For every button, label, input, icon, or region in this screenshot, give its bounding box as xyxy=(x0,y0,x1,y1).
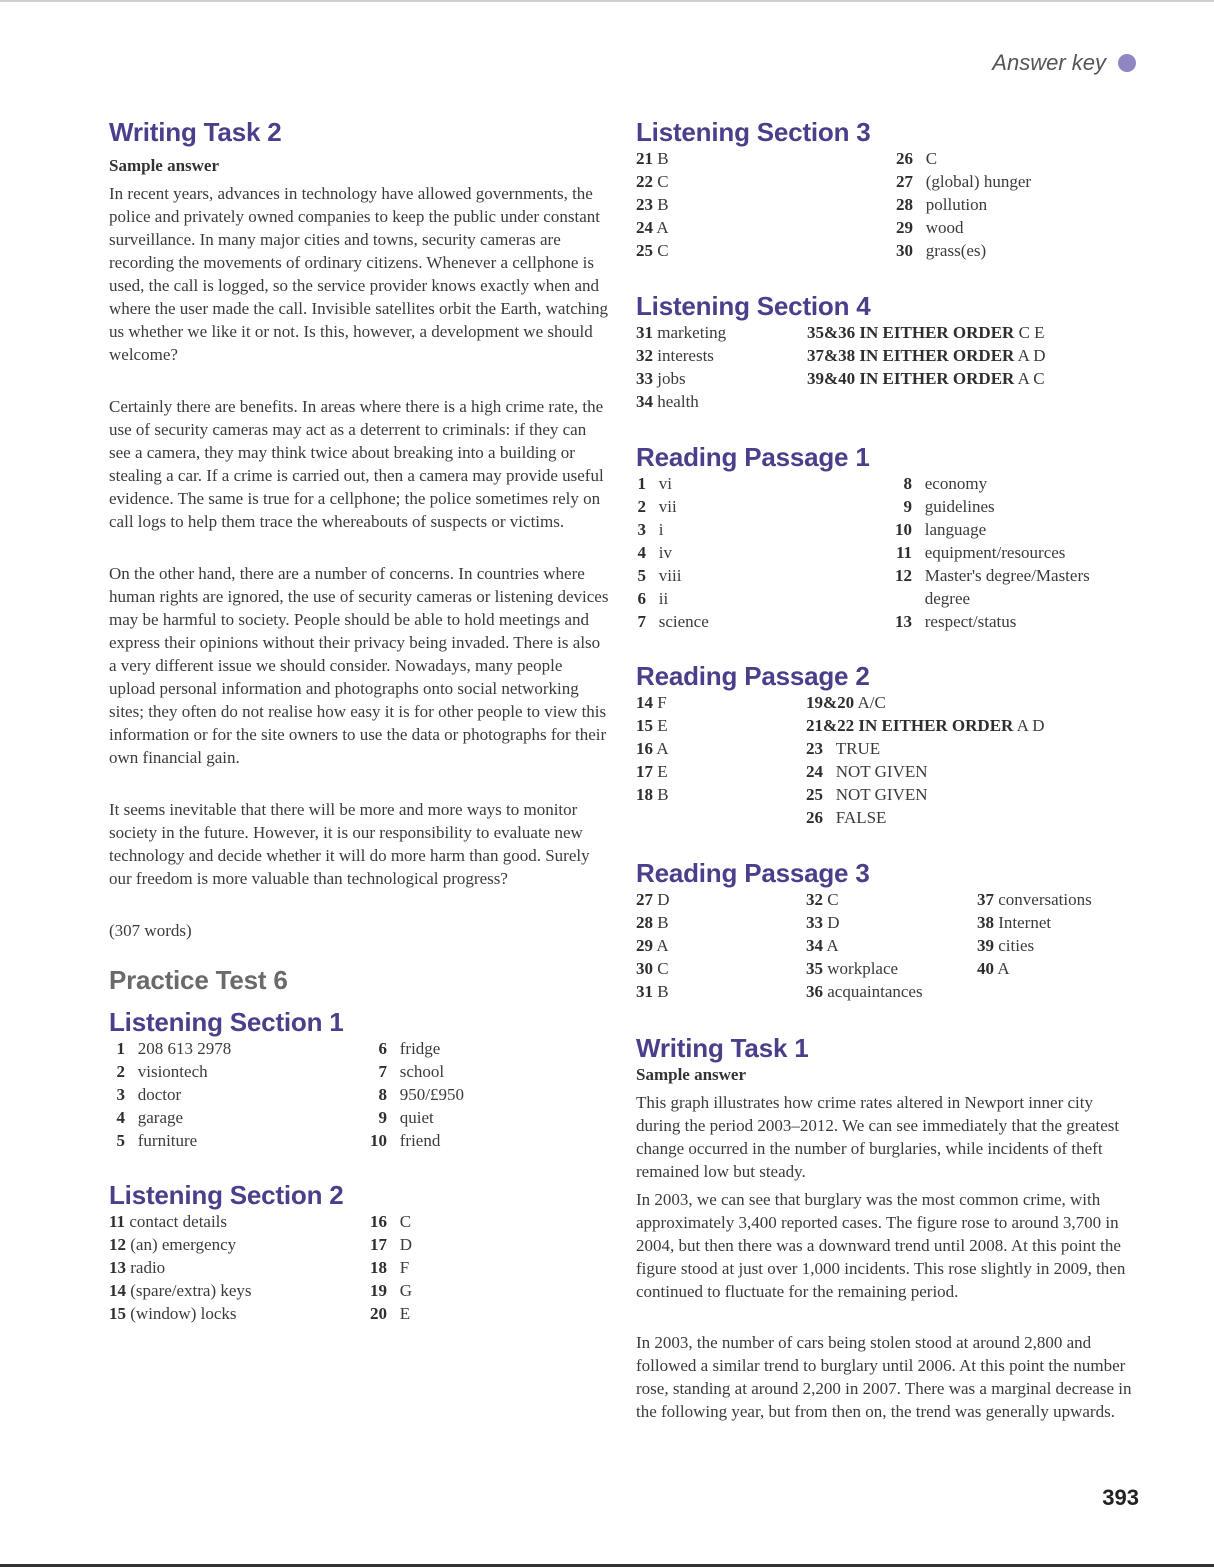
answer-row: 30 grass(es) xyxy=(896,241,987,260)
reading-1-col1 xyxy=(636,472,709,633)
listening-1-title: Listening Section 1 xyxy=(109,1007,344,1037)
writing-task-1-title: Writing Task 1 xyxy=(636,1033,809,1063)
answer-row: 25 NOT GIVEN xyxy=(806,785,928,804)
answer-row: 24 NOT GIVEN xyxy=(806,762,928,781)
reading-3-title: Reading Passage 3 xyxy=(636,858,870,888)
answer-row: 34 health xyxy=(636,392,699,411)
circle-bullet-icon xyxy=(1118,54,1136,72)
answer-row: 22 C xyxy=(636,172,669,191)
listening-2-title: Listening Section 2 xyxy=(109,1180,344,1210)
answer-row: 35 workplace xyxy=(806,959,899,978)
answer-row: 7 science xyxy=(637,612,709,631)
answer-row: 33 D xyxy=(806,913,840,932)
answer-row: 19 G xyxy=(370,1281,413,1300)
answer-row: 9 quiet xyxy=(378,1108,434,1127)
writing-task-2-subtitle: Sample answer xyxy=(109,156,220,175)
answer-row: 32 interests xyxy=(636,346,714,365)
answer-row: 38 Internet xyxy=(977,913,1052,932)
wt1-paragraph-1: This graph illustrates how crime rates altered in Newport inner city during the period 2003–2012. We can see immediately that the greatest change occurred in the number of burglaries, while incidents of theft remained low but steady. xyxy=(636,1093,1120,1181)
reading-2-col1 xyxy=(636,691,669,806)
writing-task-2-title: Writing Task 2 xyxy=(109,117,282,147)
running-head-label: Answer key xyxy=(992,50,1106,75)
practice-test-title: Practice Test 6 xyxy=(109,965,288,995)
reading-1-col2 xyxy=(892,472,1090,633)
answer-row: 23 B xyxy=(636,195,669,214)
answer-row: 1 208 613 2978 xyxy=(116,1039,232,1058)
answer-row: 5 furniture xyxy=(116,1131,198,1150)
answer-row: 28 B xyxy=(636,913,669,932)
answer-row: 3 doctor xyxy=(116,1085,182,1104)
answer-row: 37 conversations xyxy=(977,890,1092,909)
answer-row: 3 i xyxy=(637,520,664,539)
answer-row: 8 950/£950 xyxy=(378,1085,464,1104)
listening-3-col2 xyxy=(893,147,1031,262)
running-head xyxy=(992,50,1136,76)
answer-row: 12 Master's degree/Masters xyxy=(895,566,1090,585)
wt2-paragraph-2: Certainly there are benefits. In areas where there is a high crime rate, the use of security cameras may act as a deterrent to criminals: if they can see a camera, they may think twice about breaking into a building or stealing a car. If a crime is carried out, then a camera may provide useful evidence. The same is true for a cellphone; the police sometimes rely on call logs to help them trace the whereabouts of suspects or victims. xyxy=(109,397,604,531)
answer-row: 29 A xyxy=(636,936,669,955)
answer-row: 7 school xyxy=(378,1062,445,1081)
answer-row: 6 ii xyxy=(637,589,669,608)
wt2-word-count: (307 words) xyxy=(109,921,192,940)
answer-row: 19&20 A/C xyxy=(806,693,886,712)
top-rule xyxy=(0,0,1214,2)
wt1-paragraph-2: In 2003, we can see that burglary was the most common crime, with approximately 3,400 reported cases. The figure rose to around 3,700 in 2004, but then there was a downward trend until 2008. At this point the figure stood at just over 1,000 incidents. This rose slightly in 2009, then continued to fluctuate for the remaining period. xyxy=(636,1190,1126,1301)
answer-row: 27 D xyxy=(636,890,670,909)
listening-4-col2 xyxy=(807,321,1046,390)
answer-row: 18 F xyxy=(370,1258,410,1277)
writing-task-1-subtitle: Sample answer xyxy=(636,1065,747,1084)
answer-row: 28 pollution xyxy=(896,195,988,214)
answer-row: 33 jobs xyxy=(636,369,686,388)
answer-row: 15 E xyxy=(636,716,668,735)
answer-row: 15 (window) locks xyxy=(109,1304,237,1323)
answer-row: 9 guidelines xyxy=(903,497,995,516)
answer-row: 18 B xyxy=(636,785,669,804)
listening-4-col1 xyxy=(636,321,726,413)
answer-row: 31 marketing xyxy=(636,323,727,342)
answer-row: 26 C xyxy=(896,149,938,168)
answer-row: 11 contact details xyxy=(109,1212,228,1231)
wt2-paragraph-1: In recent years, advances in technology have allowed governments, the police and privately owned companies to keep the public under constant surveillance. In many major cities and towns, security cameras are recording the movements of ordinary citizens. Whenever a cellphone is used, the call is logged, so the service provider knows exactly when and where the user made the call. Invisible satellites orbit the Earth, watching us whether we like it or not. Is this, however, a development we should welcome? xyxy=(109,184,608,364)
answer-row: 39&40 IN EITHER ORDER A C xyxy=(807,369,1045,388)
answer-row: degree xyxy=(924,589,971,608)
wt2-paragraph-4: It seems inevitable that there will be more and more ways to monitor society in the future. However, it is our responsibility to evaluate new technology and decide whether it will do more harm than good. Surely our freedom is more valuable than technological progress? xyxy=(109,800,590,888)
answer-row: 25 C xyxy=(636,241,669,260)
answer-row: 23 TRUE xyxy=(806,739,881,758)
reading-1-title: Reading Passage 1 xyxy=(636,442,870,472)
answer-row: 40 A xyxy=(977,959,1010,978)
answer-row: 8 economy xyxy=(903,474,988,493)
listening-1-col1 xyxy=(109,1037,231,1152)
answer-row: 17 D xyxy=(370,1235,413,1254)
answer-row: 10 language xyxy=(895,520,987,539)
answer-row: 21&22 IN EITHER ORDER A D xyxy=(806,716,1045,735)
answer-row: 21 B xyxy=(636,149,669,168)
reading-3-col2 xyxy=(806,888,923,1003)
page-number: 393 xyxy=(1102,1485,1139,1510)
answer-row: 29 wood xyxy=(896,218,964,237)
answer-row: 12 (an) emergency xyxy=(109,1235,237,1254)
reading-3-col1 xyxy=(636,888,670,1003)
answer-row: 10 friend xyxy=(370,1131,441,1150)
answer-row: 4 garage xyxy=(116,1108,184,1127)
answer-row: 35&36 IN EITHER ORDER C E xyxy=(807,323,1045,342)
listening-4-title: Listening Section 4 xyxy=(636,291,871,321)
answer-row: 14 F xyxy=(636,693,667,712)
answer-row: 27 (global) hunger xyxy=(896,172,1032,191)
listening-3-col1 xyxy=(636,147,669,262)
listening-1-col2 xyxy=(367,1037,464,1152)
answer-row: 39 cities xyxy=(977,936,1035,955)
answer-row: 13 respect/status xyxy=(895,612,1017,631)
wt2-paragraph-3: On the other hand, there are a number of concerns. In countries where human rights are ignored, the use of security cameras or listening devices may be harmful to society. People should be able to hold meetings and express their opinions without their privacy being invaded. There is also a very different issue we should consider. Nowadays, many people upload personal information and photographs onto social networking sites; they often do not realise how easy it is for other people to view this information or for the site owners to use the data or photographs for their own financial gain. xyxy=(109,564,609,767)
reading-3-col3 xyxy=(977,888,1092,980)
answer-row: 14 (spare/extra) keys xyxy=(109,1281,252,1300)
wt1-paragraph-3: In 2003, the number of cars being stolen stood at around 2,800 and followed a similar trend to burglary until 2006. At this point the number rose, standing at around 2,200 in 2007. There was a marginal decrease in the following year, but from then on, the trend was generally upwards. xyxy=(636,1333,1132,1421)
answer-row: 4 iv xyxy=(637,543,672,562)
answer-row: 5 viii xyxy=(637,566,682,585)
listening-2-col2 xyxy=(367,1210,412,1325)
answer-row: 26 FALSE xyxy=(806,808,887,827)
answer-row: 6 fridge xyxy=(378,1039,441,1058)
answer-row: 37&38 IN EITHER ORDER A D xyxy=(807,346,1046,365)
answer-row: 16 C xyxy=(370,1212,412,1231)
answer-row: 30 C xyxy=(636,959,669,978)
answer-row: 1 vi xyxy=(637,474,672,493)
answer-row: 32 C xyxy=(806,890,839,909)
answer-row: 34 A xyxy=(806,936,839,955)
reading-2-title: Reading Passage 2 xyxy=(636,661,870,691)
answer-row: 2 vii xyxy=(637,497,677,516)
answer-row: 20 E xyxy=(370,1304,411,1323)
reading-2-col2 xyxy=(806,691,1045,829)
answer-row: 13 radio xyxy=(109,1258,166,1277)
answer-row: 11 equipment/resources xyxy=(895,543,1066,562)
answer-row: 17 E xyxy=(636,762,668,781)
answer-row: 31 B xyxy=(636,982,669,1001)
answer-row: 36 acquaintances xyxy=(806,982,923,1001)
listening-3-title: Listening Section 3 xyxy=(636,117,871,147)
answer-row: 2 visiontech xyxy=(116,1062,208,1081)
answer-row: 24 A xyxy=(636,218,669,237)
answer-row: 16 A xyxy=(636,739,669,758)
listening-2-col1 xyxy=(109,1210,252,1325)
